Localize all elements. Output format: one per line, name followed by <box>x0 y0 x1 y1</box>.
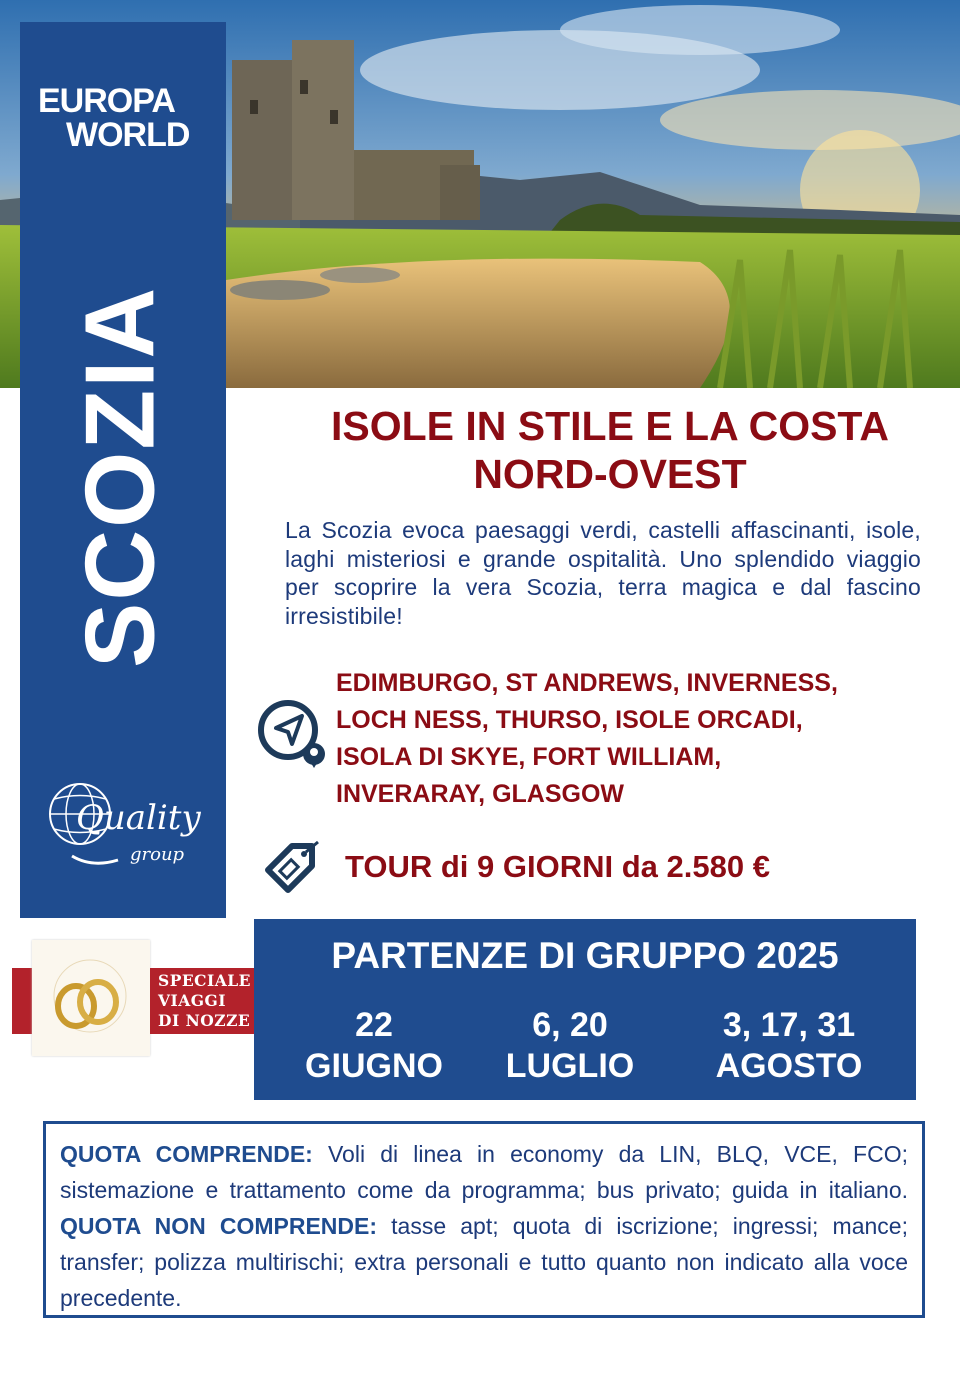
price-tag-icon <box>262 840 322 901</box>
side-band <box>20 22 226 918</box>
country-title: SCOZIA <box>64 285 175 669</box>
quota-includes-text: Voli di linea in economy da LIN, BLQ, VCE, FCO; sistemazione e trattamento come da programma; bus privato; guida in italiano. <box>60 1141 908 1203</box>
europa-world-logo <box>38 84 208 152</box>
departure-column <box>694 1005 884 1087</box>
logo-line-1: EUROPA <box>38 82 175 120</box>
departure-month: LUGLIO <box>505 1047 635 1085</box>
quota-includes-label: QUOTA COMPRENDE: <box>60 1141 313 1167</box>
tour-title <box>280 402 940 498</box>
tour-title-line-2: NORD-OVEST <box>473 451 747 497</box>
departure-column <box>490 1005 650 1087</box>
tour-price: TOUR di 9 GIORNI da 2.580 € <box>345 849 770 884</box>
quota-box <box>43 1121 925 1318</box>
departure-dates: 22 <box>355 1006 393 1044</box>
honeymoon-badge <box>12 940 256 1056</box>
quality-group-word: group <box>130 844 185 865</box>
route-line: ISOLA DI SKYE, FORT WILLIAM, <box>336 743 722 771</box>
honeymoon-label <box>150 968 256 1034</box>
quota-excludes-label: QUOTA NON COMPRENDE: <box>60 1213 378 1239</box>
wedding-rings-icon <box>32 940 150 1056</box>
departure-month: AGOSTO <box>715 1047 863 1085</box>
departure-dates: 6, 20 <box>532 1006 608 1044</box>
intro-paragraph: La Scozia evoca paesaggi verdi, castelli affascinanti, isole, laghi misteriosi e grande ospitalità. Uno splendido viaggio per scoprire la vera Scozia, terra magica e dal fascino irresistibile! <box>285 517 921 629</box>
route-line: EDIMBURGO, ST ANDREWS, INVERNESS, <box>336 669 838 697</box>
route-line: LOCH NESS, THURSO, ISOLE ORCADI, <box>336 706 803 734</box>
departure-month: GIUGNO <box>305 1047 443 1085</box>
route-list <box>336 665 936 813</box>
logo-line-2: WORLD <box>66 116 190 154</box>
honeymoon-label-3: DI NOZZE <box>158 1011 251 1030</box>
route-navigation-icon <box>256 698 330 777</box>
departures-title: PARTENZE DI GRUPPO 2025 <box>331 935 839 976</box>
route-line: INVERARAY, GLASGOW <box>336 780 625 808</box>
quota-excludes-text: tasse apt; quota di iscrizione; ingressi; mance; transfer; polizza multirischi; extra personali e tutto quanto non indicato alla voce precedente. <box>60 1213 908 1311</box>
quality-word: Quality <box>76 798 201 838</box>
quality-group-logo <box>42 764 212 884</box>
departures-box <box>254 919 916 1100</box>
honeymoon-label-2: VIAGGI <box>158 991 227 1010</box>
departure-dates: 3, 17, 31 <box>722 1006 856 1044</box>
tour-title-line-1: ISOLE IN STILE E LA COSTA <box>330 403 890 449</box>
honeymoon-label-1: SPECIALE <box>158 971 251 990</box>
departure-column <box>294 1005 454 1087</box>
